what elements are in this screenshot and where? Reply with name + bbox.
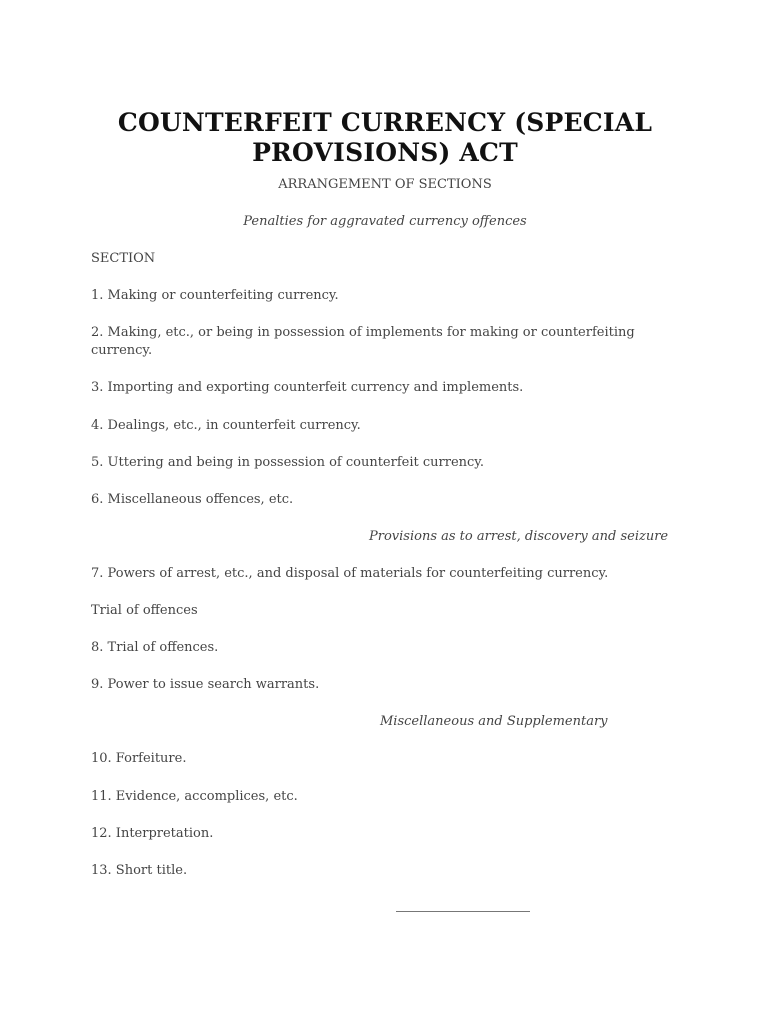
part-heading-miscellaneous: Miscellaneous and Supplementary [380, 714, 608, 729]
section-item-12: 12. Interpretation. [91, 826, 214, 841]
section-item-13: 13. Short title. [91, 863, 188, 878]
part-heading-penalties: Penalties for aggravated currency offences [243, 214, 527, 229]
title-line-1: COUNTERFEIT CURRENCY (SPECIAL [117, 108, 653, 137]
document-title [0, 108, 770, 168]
section-item-6: 6. Miscellaneous offences, etc. [91, 492, 294, 507]
part-heading-trial: Trial of offences [91, 603, 198, 618]
section-item-9: 9. Power to issue search warrants. [91, 677, 320, 692]
section-item-2: 2. Making, etc., or being in possession of implements for making or counterfeiting currency. [91, 325, 635, 358]
section-label: SECTION [91, 251, 156, 266]
section-item-8: 8. Trial of offences. [91, 640, 219, 655]
arrangement-heading: ARRANGEMENT OF SECTIONS [278, 177, 492, 192]
section-item-10: 10. Forfeiture. [91, 751, 187, 766]
section-item-4: 4. Dealings, etc., in counterfeit currency. [91, 418, 361, 433]
title-line-2: PROVISIONS) ACT [252, 138, 518, 167]
section-item-5: 5. Uttering and being in possession of counterfeit currency. [91, 455, 485, 470]
section-item-7: 7. Powers of arrest, etc., and disposal of materials for counterfeiting currency. [91, 566, 609, 581]
end-rule [396, 911, 530, 912]
section-item-1: 1. Making or counterfeiting currency. [91, 288, 339, 303]
section-item-11: 11. Evidence, accomplices, etc. [91, 789, 298, 804]
part-heading-arrest: Provisions as to arrest, discovery and seizure [369, 529, 669, 544]
section-item-3: 3. Importing and exporting counterfeit currency and implements. [91, 380, 524, 395]
